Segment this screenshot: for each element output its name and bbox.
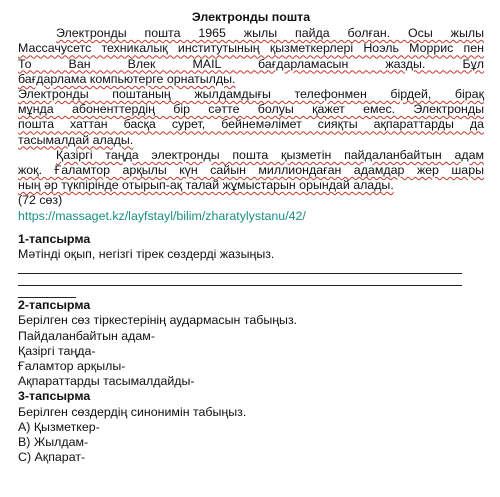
task-3 [18,389,484,465]
answer-line-3[interactable] [18,286,76,298]
task-1-heading: 1-тапсырма [18,231,91,246]
task-2 [18,298,484,389]
paragraph-2-line-1: Электронды поштаның жылдамдығы телефонмен бірдей, бірақ [18,87,484,102]
task-2-item: Пайдаланбайтын адам- [18,328,155,343]
paragraph-1 [18,26,484,87]
paragraph-1-line-4: бағдарлама компьютерге орнатылды. [18,71,236,86]
paragraph-3 [18,148,484,194]
answer-line-1[interactable] [18,262,462,274]
paragraph-2-line-4: тасымалдай алады. [18,132,134,147]
task-2-item: Ғаламтор арқылы- [18,359,126,374]
paragraph-3-line-3: ның әр түкпірінде отырып-ақ талай жұмыстарын орындай алады. [18,178,394,193]
task-3-item: А) Қызметкер- [18,419,100,434]
word-count: (72 сөз) [18,193,63,208]
task-2-item: Ақпараттарды тасымалдайды- [18,374,195,389]
answer-line-2[interactable] [18,274,462,286]
task-3-heading: 3-тапсырма [18,389,91,404]
task-3-item: С) Ақпарат- [18,450,86,465]
document-page [18,10,484,465]
task-2-item: Қазіргі таңда- [18,343,96,358]
task-2-instruction: Берілген сөз тіркестерінің аудармасын табыңыз. [18,313,298,328]
paragraph-1-line-1: Электронды пошта 1965 жылы пайда болған. Осы жылы [56,26,484,41]
task-3-item: В) Жылдам- [18,435,89,450]
paragraph-2-line-3: пошта хаттан басқа сурет, бейнемәлімет сияқты ақпараттарды да [18,117,484,132]
task-3-instruction: Берілген сөздердің синонимін табыңыз. [18,404,247,419]
task-1 [18,232,484,298]
paragraph-1-line-2: Массачусетс техникалық институтының қызметкерлері Ноэль Моррис пен [18,41,484,56]
paragraph-2-line-2: мұнда абоненттердің бір сәтте болуы қажет емес. Электронды [18,102,484,117]
task-2-heading: 2-тапсырма [18,298,91,313]
document-title: Электронды пошта [191,10,311,24]
paragraph-3-line-1: Қазіргі таңда электронды пошта қызметін пайдаланбайтын адам [56,147,484,162]
paragraph-2 [18,87,484,148]
paragraph-3-line-2: жоқ. Ғаламтор арқылы күн сайын миллиондаған адамдар жер шары [18,163,484,178]
source-link[interactable]: https://massaget.kz/layfstayl/bilim/zharatylystanu/42/ [18,208,306,223]
task-1-instruction: Мәтінді оқып, негізгі тірек сөздерді жазыңыз. [18,247,275,262]
paragraph-1-line-3: То Ван Влек MAIL бағдарламасын жазды. Бұл [18,56,484,71]
